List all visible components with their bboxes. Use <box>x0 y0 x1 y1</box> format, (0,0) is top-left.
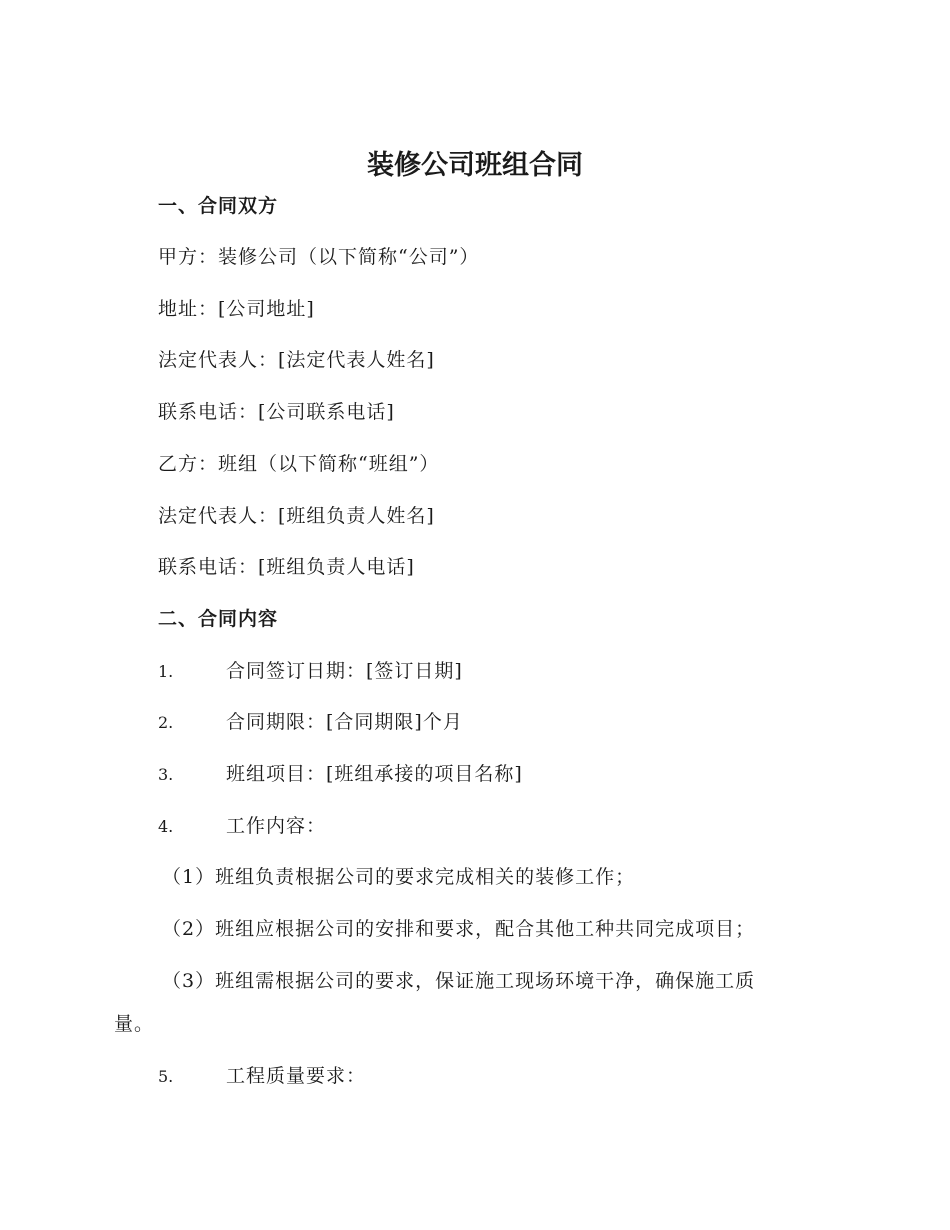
list-item-text: 合同签订日期：[签订日期] <box>226 660 463 682</box>
work-item-2: （2）班组应根据公司的安排和要求，配合其他工种共同完成项目； <box>162 918 756 940</box>
list-item <box>158 759 523 790</box>
section-heading-parties: 一、合同双方 <box>158 195 279 217</box>
party-b-line: 乙方：班组（以下简称“班组”） <box>158 453 440 475</box>
work-item-1: （1）班组负责根据公司的要求完成相关的装修工作； <box>162 866 636 888</box>
legal-rep-a-line: 法定代表人：[法定代表人姓名] <box>158 349 435 371</box>
list-item <box>158 656 463 687</box>
list-item-text: 工程质量要求： <box>226 1065 367 1087</box>
list-item-number: 3. <box>158 765 174 784</box>
list-item-number: 1. <box>158 662 174 681</box>
work-item-3: （3）班组需根据公司的要求，保证施工现场环境干净，确保施工质 <box>162 970 756 992</box>
list-item-number: 4. <box>158 817 174 836</box>
legal-rep-b-line: 法定代表人：[班组负责人姓名] <box>158 505 435 527</box>
list-item-number: 2. <box>158 713 174 732</box>
work-item-3-continuation: 量。 <box>114 1013 155 1035</box>
list-item-text: 合同期限：[合同期限]个月 <box>226 711 463 733</box>
list-item <box>158 1061 366 1092</box>
list-item <box>158 811 326 842</box>
party-a-line: 甲方：装修公司（以下简称“公司”） <box>158 246 480 268</box>
phone-a-line: 联系电话：[公司联系电话] <box>158 401 395 423</box>
phone-b-line: 联系电话：[班组负责人电话] <box>158 556 415 578</box>
list-item-text: 班组项目：[班组承接的项目名称] <box>226 763 523 785</box>
list-item-number: 5. <box>158 1067 174 1086</box>
address-line: 地址：[公司地址] <box>158 298 315 320</box>
list-item-text: 工作内容： <box>226 815 327 837</box>
list-item <box>158 707 463 738</box>
document-title: 装修公司班组合同 <box>367 150 583 181</box>
section-heading-content: 二、合同内容 <box>158 608 279 630</box>
